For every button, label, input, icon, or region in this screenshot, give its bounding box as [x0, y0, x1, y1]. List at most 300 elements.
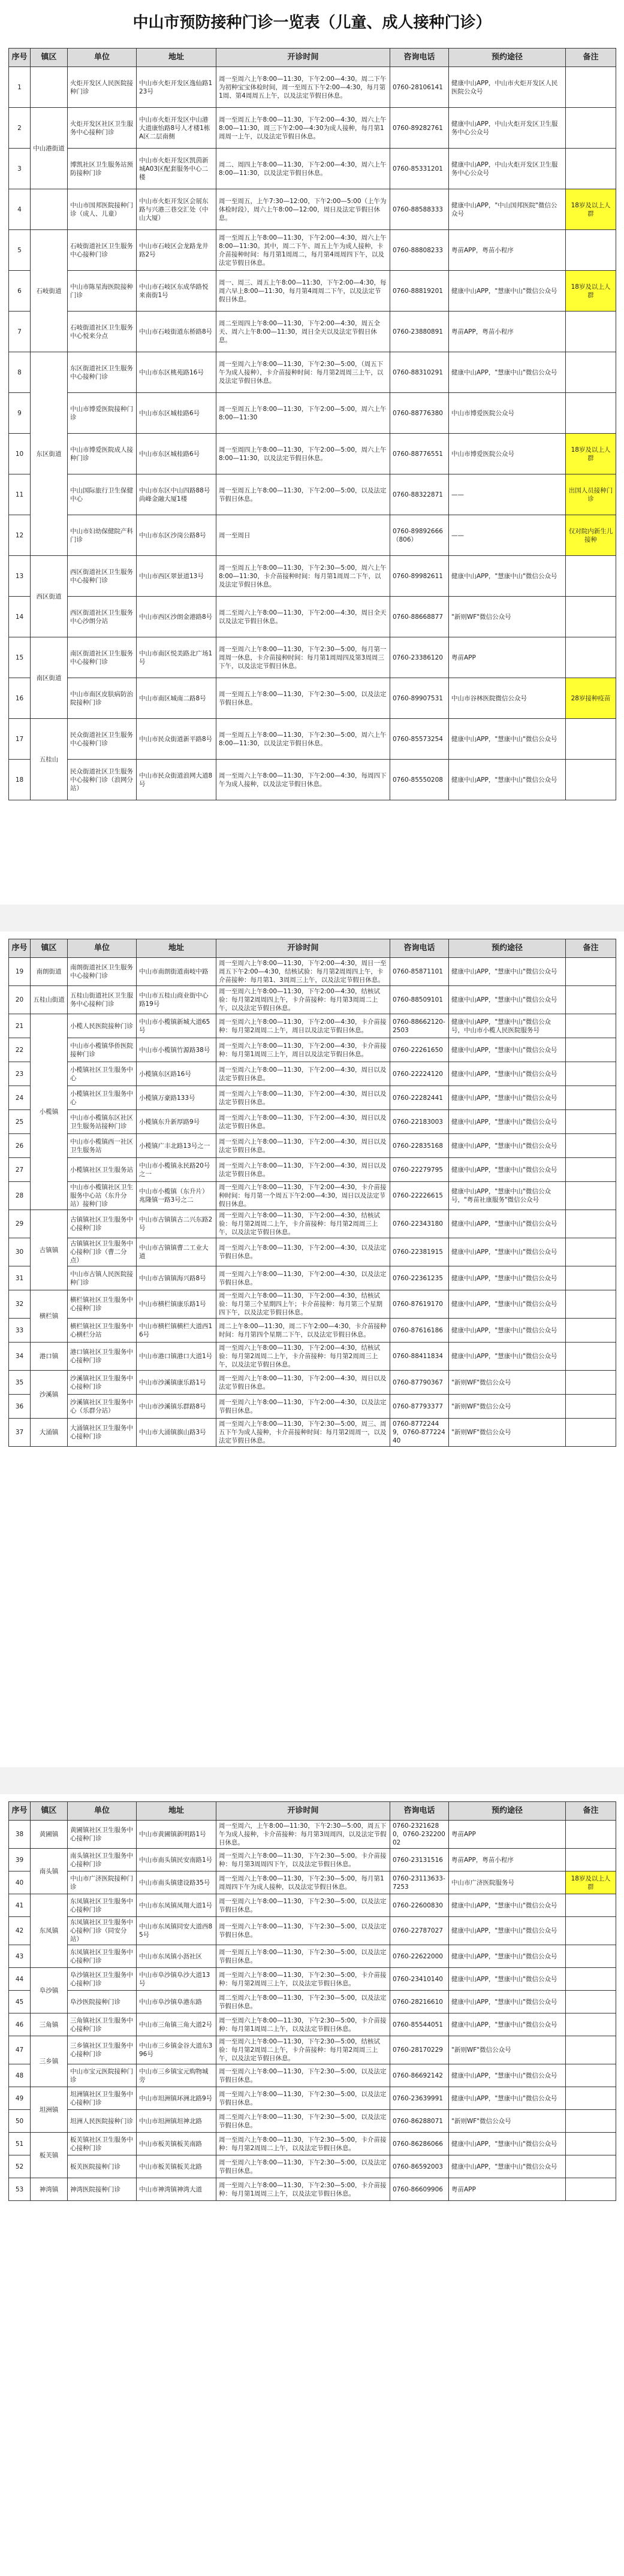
- phone-number: 0760-22279795: [390, 1158, 449, 1182]
- booking-channel: 健康中山APP，"慧康中山"微信公众号: [449, 1945, 566, 1968]
- opening-hours: 周二、周四上午8:00—11:30，下午2:00—4:30，周六上午8:00—11:30，以及法定节假日休息。: [216, 149, 390, 189]
- remark: [566, 1371, 616, 1395]
- booking-channel: 健康中山APP，"慧康中山"微信公众号: [449, 556, 566, 597]
- unit-name: 五桂山街道社区卫生服务中心接种门诊: [68, 986, 137, 1014]
- unit-name: 中山市广济医院接种门诊: [68, 1871, 137, 1894]
- opening-hours: 周一至周六上午8:00—11:30，下午2:30—5:00，以及法定节假日休息。: [216, 2064, 390, 2087]
- header-zone: 镇区: [31, 49, 68, 67]
- address: 中山市南区城南二路8号: [137, 678, 216, 719]
- unit-name: 横栏镇社区卫生服务中心横栏分站: [68, 1319, 137, 1343]
- row-number: 22: [9, 1038, 31, 1062]
- phone-number: 0760-87619170: [390, 1290, 449, 1319]
- address: 中山市小榄镇竹源路38号: [137, 1038, 216, 1062]
- booking-channel: 健康中山APP，"慧康中山"微信公众号: [449, 1062, 566, 1086]
- remark: [566, 556, 616, 597]
- address: 中山市三乡镇金谷大道东396号: [137, 2036, 216, 2064]
- header-no: 序号: [9, 49, 31, 67]
- remark: [566, 2064, 616, 2087]
- address: 中山市火炬开发区会展东路与兴港三巷交汇处（中山大厦）: [137, 189, 216, 230]
- table-row: [9, 1821, 616, 1849]
- phone-number: 0760-23410140: [390, 1968, 449, 1991]
- table-row: [9, 1158, 616, 1182]
- table-row: [9, 2133, 616, 2155]
- zone-cell: 东区街道: [31, 352, 68, 556]
- phone-number: 0760-22600830: [390, 1894, 449, 1917]
- zone-cell: 南区街道: [31, 637, 68, 719]
- remark: [566, 67, 616, 108]
- unit-name: 中山市妇幼保健院产科门诊: [68, 515, 137, 556]
- unit-name: 阜沙镇社区卫生服务中心接种门诊: [68, 1968, 137, 1991]
- row-number: 41: [9, 1894, 31, 1917]
- opening-hours: 周一至周六上午8:00—11:30，下午2:00—4:30，以及法定节假日休息。: [216, 1395, 390, 1419]
- table-row: [9, 312, 616, 352]
- clinic-table: [8, 939, 616, 1447]
- opening-hours: 周一至周六上午8:00—11:30，下午2:00—4:30，卡介苗接种时间：每月第一个周五下午2:00—4:30，周日以及法定节假日休息。: [216, 1182, 390, 1210]
- booking-channel: 健康中山APP，"慧康中山"微信公众号: [449, 1210, 566, 1238]
- remark: [566, 1419, 616, 1447]
- address: 中山市东区中山四路88号尚峰金融大厦1楼: [137, 474, 216, 515]
- header-booking: 预约途径: [449, 939, 566, 958]
- address: 中山市火炬开发区凯茵新城A03区配套服务中心二楼: [137, 149, 216, 189]
- remark: [566, 1821, 616, 1849]
- table-row: [9, 1849, 616, 1871]
- opening-hours: 周二至周六上午8:00—11:30，下午2:00—4:30，周日全天以及法定节假日休息。: [216, 597, 390, 637]
- opening-hours: 周一至周日: [216, 515, 390, 556]
- opening-hours: 周一至周六上午8:00—11:30，下午2:30—5:00，卡介苗接种：每月第1周周三上午，以及法定节假日休息。: [216, 2178, 390, 2201]
- opening-hours: 周一至周五，上午7:30—12:00，下午2:00—5:00（上午为体检时段），周六上午8:00—12:00，周日及法定节假日休息。: [216, 189, 390, 230]
- address: 中山市三乡镇宝元购物城旁: [137, 2064, 216, 2087]
- unit-name: 东区街道社区卫生服务中心接种门诊: [68, 352, 137, 393]
- header-hours: 开诊时间: [216, 939, 390, 958]
- opening-hours: 周一至周六上午8:00—11:30，下午2:30—5:00，结核试验：每月第2周周二上午，卡介苗接种：每月第2周周三上午，以及法定节假日休息。: [216, 2036, 390, 2064]
- address: 中山市南头镇建设路35号: [137, 1871, 216, 1894]
- address: 中山市古镇镇海兴路8号: [137, 1266, 216, 1290]
- row-number: 1: [9, 67, 31, 108]
- row-number: 37: [9, 1419, 31, 1447]
- phone-number: 0760-88776380: [390, 393, 449, 434]
- remark: [566, 986, 616, 1014]
- unit-name: 石岐街道社区卫生服务中心接种门诊: [68, 230, 137, 271]
- table-row: [9, 1968, 616, 1991]
- row-number: 35: [9, 1371, 31, 1395]
- header-address: 地址: [137, 49, 216, 67]
- table-row: [9, 719, 616, 760]
- phone-number: 0760-87616186: [390, 1319, 449, 1343]
- unit-name: 中山国际旅行卫生保健中心: [68, 474, 137, 515]
- unit-name: 民众街道社区卫生服务中心接种门诊: [68, 719, 137, 760]
- opening-hours: 周一至周五上午8:00—11:30，下午2:00—4:30，周六上午8:00—11:30。其中，周二下午、周五上午为成人接种，卡介苗接种时间：每月第1周周二，每月第4周周四下午，以及法定节假日休息。: [216, 230, 390, 271]
- row-number: 23: [9, 1062, 31, 1086]
- opening-hours: 周二至周六上午8:00—11:30，下午2:30—5:00，以及法定节假日休息。: [216, 1991, 390, 2013]
- zone-cell: 大涌镇: [31, 1419, 68, 1447]
- row-number: 14: [9, 597, 31, 637]
- table-row: [9, 1266, 616, 1290]
- phone-number: 0760-85871101: [390, 958, 449, 986]
- booking-channel: 中山市博爱医院公众号: [449, 393, 566, 434]
- unit-name: 南朗街道社区卫生服务中心接种门诊: [68, 958, 137, 986]
- opening-hours: 周一至周六上午8:00—11:30，下午2:30—5:00，以及法定节假日休息。: [216, 2155, 390, 2178]
- booking-channel: 粤苗APP: [449, 1821, 566, 1849]
- opening-hours: 周一至周五上午8:00—11:30，下午2:30—5:00，以及法定节假日休息。: [216, 678, 390, 719]
- table-row: [9, 352, 616, 393]
- remark: [566, 1968, 616, 1991]
- phone-number: 0760-88668877: [390, 597, 449, 637]
- remark: 18岁及以上人群: [566, 271, 616, 312]
- opening-hours: 周一至周六上午8:00—11:30，下午2:00—4:30，周日以及法定节假日休息。: [216, 1062, 390, 1086]
- zone-cell: [31, 189, 68, 230]
- phone-number: 0760-88509101: [390, 986, 449, 1014]
- booking-channel: 健康中山APP，"慧康中山"微信公众号: [449, 760, 566, 800]
- phone-number: 0760-22183003: [390, 1110, 449, 1134]
- header-hours: 开诊时间: [216, 1802, 390, 1821]
- unit-name: 火炬开发区人民医院接种门诊: [68, 67, 137, 108]
- header-booking: 预约途径: [449, 1802, 566, 1821]
- opening-hours: 周一至周六上午8:00—11:30，下午2:30—5:00，卡介苗接种：每月第2周周二上午，以及法定节假日休息。: [216, 2133, 390, 2155]
- remark: [566, 1038, 616, 1062]
- header-address: 地址: [137, 1802, 216, 1821]
- table-row: [9, 230, 616, 271]
- booking-channel: ——: [449, 515, 566, 556]
- document-page-2: [0, 932, 624, 1767]
- table-row: [9, 1319, 616, 1343]
- table-row: [9, 1038, 616, 1062]
- address: 中山市小榄镇新城大道65号: [137, 1014, 216, 1038]
- unit-name: 三乡镇社区卫生服务中心接种门诊: [68, 2036, 137, 2064]
- zone-cell: 三乡镇: [31, 2036, 68, 2087]
- remark: [566, 1894, 616, 1917]
- phone-number: 0760-28216610: [390, 1991, 449, 2013]
- booking-channel: 健康中山APP，"慧康中山"微信公众号: [449, 1238, 566, 1266]
- zone-cell: 东凤镇: [31, 1894, 68, 1968]
- booking-channel: 健康中山APP，"慧康中山"微信公众号: [449, 1343, 566, 1371]
- row-number: 49: [9, 2087, 31, 2110]
- address: 中山市南头镇民安南路1号: [137, 1849, 216, 1871]
- address: 中山市三角镇三角大道2号: [137, 2013, 216, 2036]
- remark: [566, 2110, 616, 2133]
- unit-name: 中山市国邦医院接种门诊（成人、儿童）: [68, 189, 137, 230]
- row-number: 32: [9, 1290, 31, 1319]
- remark: [566, 352, 616, 393]
- opening-hours: 周一至周六上午8:00—11:30，下午2:00—4:30。周二下午为初种宝宝体检时间，周一至周五下午2:00—4:30，每月第1周、第4周周五上午，以及法定节假日休息。: [216, 67, 390, 108]
- table-row: [9, 1062, 616, 1086]
- row-number: 2: [9, 108, 31, 149]
- address: 中山市火炬开发区逸仙路123号: [137, 67, 216, 108]
- unit-name: 大涌镇社区卫生服务中心接种门诊: [68, 1419, 137, 1447]
- remark: 28岁接种疫苗: [566, 678, 616, 719]
- unit-name: 坦洲镇社区卫生服务中心接种门诊: [68, 2087, 137, 2110]
- opening-hours: 周一至周六上午8:00—11:30，下午2:00—4:30，以及法定节假日休息。: [216, 1266, 390, 1290]
- address: 中山市东区沙岗公路8号: [137, 515, 216, 556]
- row-number: 34: [9, 1343, 31, 1371]
- phone-number: 0760-87722449，0760-87722440: [390, 1419, 449, 1447]
- table-row: [9, 2155, 616, 2178]
- remark: [566, 2013, 616, 2036]
- booking-channel: 健康中山APP，"慧康中山"微信公众号: [449, 271, 566, 312]
- table-row: [9, 189, 616, 230]
- remark: [566, 1134, 616, 1158]
- phone-number: 0760-89892666（806）: [390, 515, 449, 556]
- table-row: [9, 1343, 616, 1371]
- table-row: [9, 1917, 616, 1945]
- zone-cell: 阜沙镇: [31, 1968, 68, 2013]
- phone-number: 0760-23113633-7253: [390, 1871, 449, 1894]
- zone-cell: 西区街道: [31, 556, 68, 637]
- phone-number: 0760-23386120: [390, 637, 449, 678]
- address: 中山市东区城桂路6号: [137, 393, 216, 434]
- header-booking: 预约途径: [449, 49, 566, 67]
- header-unit: 单位: [68, 49, 137, 67]
- row-number: 13: [9, 556, 31, 597]
- unit-name: 中山市博爱医院接种门诊: [68, 393, 137, 434]
- unit-name: 中山市小榄镇社区卫生服务中心站（东升分站）接种门诊: [68, 1182, 137, 1210]
- address: 中山市阜沙镇阜港东路: [137, 1991, 216, 2013]
- unit-name: 火炬开发区社区卫生服务中心接种门诊: [68, 108, 137, 149]
- opening-hours: 周一至周六上午8:00—11:30，下午2:30—5:00，以及法定节假日休息。: [216, 1917, 390, 1945]
- unit-name: 中山市小榄镇西一社区卫生服务站: [68, 1134, 137, 1158]
- booking-channel: 健康中山APP，"慧康中山"微信公众号: [449, 1158, 566, 1182]
- remark: [566, 149, 616, 189]
- table-row: [9, 1086, 616, 1110]
- booking-channel: 健康中山APP，"慧康中山"微信公众号: [449, 1991, 566, 2013]
- row-number: 31: [9, 1266, 31, 1290]
- remark: [566, 1945, 616, 1968]
- clinic-table: [8, 1801, 616, 2201]
- booking-channel: 健康中山APP，"慧康中山"微信公众号: [449, 1038, 566, 1062]
- remark: [566, 958, 616, 986]
- unit-name: 石岐街道社区卫生服务中心悦来分点: [68, 312, 137, 352]
- address: 中山市古镇镇古二兴东路2号: [137, 1210, 216, 1238]
- remark: [566, 230, 616, 271]
- row-number: 10: [9, 434, 31, 474]
- address: 中山市东区桃苑路16号: [137, 352, 216, 393]
- table-row: [9, 2064, 616, 2087]
- remark: [566, 2036, 616, 2064]
- page-title: 中山市预防接种门诊一览表（儿童、成人接种门诊）: [132, 13, 492, 32]
- address: 中山市小榄镇永民路20号之一: [137, 1158, 216, 1182]
- phone-number: 0760-28106141: [390, 67, 449, 108]
- remark: 18岁及以上人群: [566, 189, 616, 230]
- zone-cell: 南头镇: [31, 1849, 68, 1894]
- phone-number: 0760-86286066: [390, 2133, 449, 2155]
- booking-channel: 健康中山APP，"慧康中山"微信公众号: [449, 1894, 566, 1917]
- booking-channel: 健康中山APP，"中山国邦医院"微信公众号: [449, 189, 566, 230]
- unit-name: 南头镇社区卫生服务中心接种门诊: [68, 1849, 137, 1871]
- booking-channel: ——: [449, 474, 566, 515]
- booking-channel: "新则WF"微信公众号: [449, 597, 566, 637]
- phone-number: 0760-23639991: [390, 2087, 449, 2110]
- table-row: [9, 597, 616, 637]
- address: 中山市横栏镇横栏大道西16号: [137, 1319, 216, 1343]
- table-row: [9, 515, 616, 556]
- zone-cell: 南朗街道: [31, 958, 68, 986]
- opening-hours: 周一至周五上午8:00—11:30，下午2:30—5:00，周六上午8:00—11:30，卡介苗接种时间：每月第1周周二下午，以及法定节假日休息。: [216, 556, 390, 597]
- address: 中山市南朗街道南岐中路: [137, 958, 216, 986]
- row-number: 27: [9, 1158, 31, 1182]
- address: 中山市民众街道浪网大道8号: [137, 760, 216, 800]
- phone-number: 0760-22381915: [390, 1238, 449, 1266]
- opening-hours: 周一至周六上午8:00—11:30，下午2:00—4:30，结核试验：每月第2周周四上午，卡介苗接种：每月第3周周二上午，以及法定节假日休息。: [216, 986, 390, 1014]
- zone-cell: 三角镇: [31, 2013, 68, 2036]
- remark: [566, 1319, 616, 1343]
- table-row: [9, 678, 616, 719]
- table-row: [9, 1945, 616, 1968]
- unit-name: 中山市古镇人民医院接种门诊: [68, 1266, 137, 1290]
- unit-name: 中山市小榄镇华侨医院接种门诊: [68, 1038, 137, 1062]
- booking-channel: 健康中山APP，"慧康中山"微信公众号: [449, 2133, 566, 2155]
- phone-number: 0760-28170229: [390, 2036, 449, 2064]
- unit-name: 板芙镇社区卫生服务中心接种门诊: [68, 2133, 137, 2155]
- row-number: 11: [9, 474, 31, 515]
- phone-number: 0760-86288071: [390, 2110, 449, 2133]
- opening-hours: 周一至周六上午8:00—11:30，下午2:00—4:30，周日以及法定节假日休息。: [216, 1371, 390, 1395]
- remark: [566, 1210, 616, 1238]
- table-header-row: [9, 1802, 616, 1821]
- row-number: 47: [9, 2036, 31, 2064]
- row-number: 42: [9, 1917, 31, 1945]
- header-no: 序号: [9, 939, 31, 958]
- table-row: [9, 1182, 616, 1210]
- header-note: 备注: [566, 939, 616, 958]
- remark: [566, 1917, 616, 1945]
- address: 中山市东区城桂路6号: [137, 434, 216, 474]
- address: 中山市黄圃镇新明路1号: [137, 1821, 216, 1849]
- address: 小榄镇东升新厚路9号: [137, 1110, 216, 1134]
- unit-name: 横栏镇社区卫生服务中心接种门诊: [68, 1290, 137, 1319]
- zone-cell: 神湾镇: [31, 2178, 68, 2201]
- row-number: 46: [9, 2013, 31, 2036]
- row-number: 8: [9, 352, 31, 393]
- row-number: 26: [9, 1134, 31, 1158]
- remark: 仅对院内新生儿接种: [566, 515, 616, 556]
- opening-hours: 周二至周四上午8:00—11:30，下午2:00—4:30，周五全天、周六上午8:00—11:30，周日全天以及法定节假日休息。: [216, 312, 390, 352]
- row-number: 51: [9, 2133, 31, 2155]
- zone-cell: 黄圃镇: [31, 1821, 68, 1849]
- table-row: [9, 1894, 616, 1917]
- remark: [566, 1290, 616, 1319]
- address: 中山市坦洲镇坦神北路: [137, 2110, 216, 2133]
- table-row: [9, 958, 616, 986]
- booking-channel: "新则WF"微信公众号: [449, 2036, 566, 2064]
- table-body: [9, 958, 616, 1447]
- unit-name: 中山市宝元医院接种门诊: [68, 2064, 137, 2087]
- header-address: 地址: [137, 939, 216, 958]
- remark: [566, 2178, 616, 2201]
- opening-hours: 周一至周五上午8:00—11:30，下午2:00—5:00，以及法定节假日休息。: [216, 474, 390, 515]
- remark: [566, 1182, 616, 1210]
- zone-cell: 沙溪镇: [31, 1371, 68, 1419]
- address: 小榄镇东区路16号: [137, 1062, 216, 1086]
- address: 中山市民众街道新平路8号: [137, 719, 216, 760]
- booking-channel: 健康中山APP，"慧康中山"微信公众号: [449, 2087, 566, 2110]
- opening-hours: 周一至周六上午8:00—11:30，下午2:00—4:30，周日以及法定节假日休息。: [216, 1134, 390, 1158]
- booking-channel: 健康中山APP，"慧康中山"微信公众号: [449, 352, 566, 393]
- phone-number: 0760-22224120: [390, 1062, 449, 1086]
- remark: [566, 637, 616, 678]
- phone-number: 0760-89982611: [390, 556, 449, 597]
- phone-number: 0760-22787027: [390, 1917, 449, 1945]
- zone-cell: [31, 67, 68, 108]
- booking-channel: "新则WF"微信公众号: [449, 1419, 566, 1447]
- table-row: [9, 1290, 616, 1319]
- opening-hours: 周一至周六上午8:00—11:30，下午2:00—4:30，周日以及法定节假日休息。: [216, 1158, 390, 1182]
- phone-number: 0760-23131516: [390, 1849, 449, 1871]
- phone-number: 0760-85331201: [390, 149, 449, 189]
- address: 中山市沙溪镇乐群路8号: [137, 1395, 216, 1419]
- remark: [566, 1395, 616, 1419]
- unit-name: 南区街道社区卫生服务中心接种门诊: [68, 637, 137, 678]
- booking-channel: 粤苗APP，粤苗小程序: [449, 230, 566, 271]
- booking-channel: 健康中山APP，"慧康中山"微信公众号: [449, 1266, 566, 1290]
- zone-cell: 石岐街道: [31, 230, 68, 352]
- row-number: 36: [9, 1395, 31, 1419]
- address: 小榄镇广丰北路13号之一: [137, 1134, 216, 1158]
- row-number: 43: [9, 1945, 31, 1968]
- zone-cell: 五桂山街道: [31, 986, 68, 1014]
- booking-channel: 粤苗APP: [449, 637, 566, 678]
- booking-channel: 粤苗APP: [449, 2178, 566, 2201]
- row-number: 20: [9, 986, 31, 1014]
- remark: 18岁及以上人群: [566, 1871, 616, 1894]
- opening-hours: 周一至周六上午8:00—11:30，下午2:30—5:00，每月第1周周四下午为成人接种，以及法定节假日休息。: [216, 1871, 390, 1894]
- table-row: [9, 393, 616, 434]
- header-phone: 咨询电话: [390, 1802, 449, 1821]
- phone-number: 0760-88662120-2503: [390, 1014, 449, 1038]
- row-number: 7: [9, 312, 31, 352]
- phone-number: 0760-88776551: [390, 434, 449, 474]
- address: 中山市南区悦美路北广场1号: [137, 637, 216, 678]
- booking-channel: 健康中山APP，"慧康中山"微信公众号: [449, 1086, 566, 1110]
- address: 中山市坦洲镇环洲北路9号: [137, 2087, 216, 2110]
- table-body: [9, 1821, 616, 2201]
- header-unit: 单位: [68, 939, 137, 958]
- row-number: 5: [9, 230, 31, 271]
- remark: [566, 1238, 616, 1266]
- header-hours: 开诊时间: [216, 49, 390, 67]
- booking-channel: 健康中山APP，"慧康中山"微信公众号: [449, 958, 566, 986]
- table-row: [9, 1210, 616, 1238]
- row-number: 9: [9, 393, 31, 434]
- row-number: 48: [9, 2064, 31, 2087]
- table-header-row: [9, 49, 616, 67]
- unit-name: 中山市小榄镇东区社区卫生服务站接种门诊: [68, 1110, 137, 1134]
- row-number: 29: [9, 1210, 31, 1238]
- opening-hours: 周一至周六上午8:00—11:30，下午2:00—4:30，结核试验：每月第2周周二上午，卡介苗接种：每月第2周周三上午，以及法定节假日休息。: [216, 1210, 390, 1238]
- unit-name: 博凯社区卫生服务站预防接种门诊: [68, 149, 137, 189]
- table-row: [9, 271, 616, 312]
- table-row: [9, 2110, 616, 2133]
- opening-hours: 周一至周六上午8:00—11:30，下午2:30—5:00，周三、周五下午为成人接种，卡介苗接种时间：每月第2周周一，以及法定节假日休息。: [216, 1419, 390, 1447]
- booking-channel: "新则WF"微信公众号: [449, 1371, 566, 1395]
- opening-hours: 周一至周六上午8:00—11:30，下午2:00—4:30，以及法定节假日休息。: [216, 1238, 390, 1266]
- booking-channel: 健康中山APP，"慧康中山"微信公众号: [449, 1110, 566, 1134]
- booking-channel: 健康中山APP，中山市火炬开发区人民医院公众号: [449, 67, 566, 108]
- zone-cell: 板芙镇: [31, 2133, 68, 2178]
- row-number: 33: [9, 1319, 31, 1343]
- table-row: [9, 1419, 616, 1447]
- document-page-1: [0, 0, 624, 905]
- opening-hours: 周二至周六上午8:00—11:30，下午2:30—5:00，以及法定节假日休息。: [216, 2110, 390, 2133]
- unit-name: 沙溪镇社区卫生服务中心接种门诊: [68, 1371, 137, 1395]
- remark: [566, 1014, 616, 1038]
- remark: [566, 1086, 616, 1110]
- zone-cell: 港口镇: [31, 1343, 68, 1371]
- opening-hours: 周一至周六上午8:00—11:30，下午2:30—5:00，（周五下午为成人接种），卡介苗接种时间：每月第2周周三上午，以及法定节假日休息。: [216, 352, 390, 393]
- remark: 18岁及以上人群: [566, 434, 616, 474]
- phone-number: 0760-87790367: [390, 1371, 449, 1395]
- unit-name: 古镇镇社区卫生服务中心接种门诊: [68, 1210, 137, 1238]
- booking-channel: 粤苗APP，粤苗小程序: [449, 312, 566, 352]
- row-number: 18: [9, 760, 31, 800]
